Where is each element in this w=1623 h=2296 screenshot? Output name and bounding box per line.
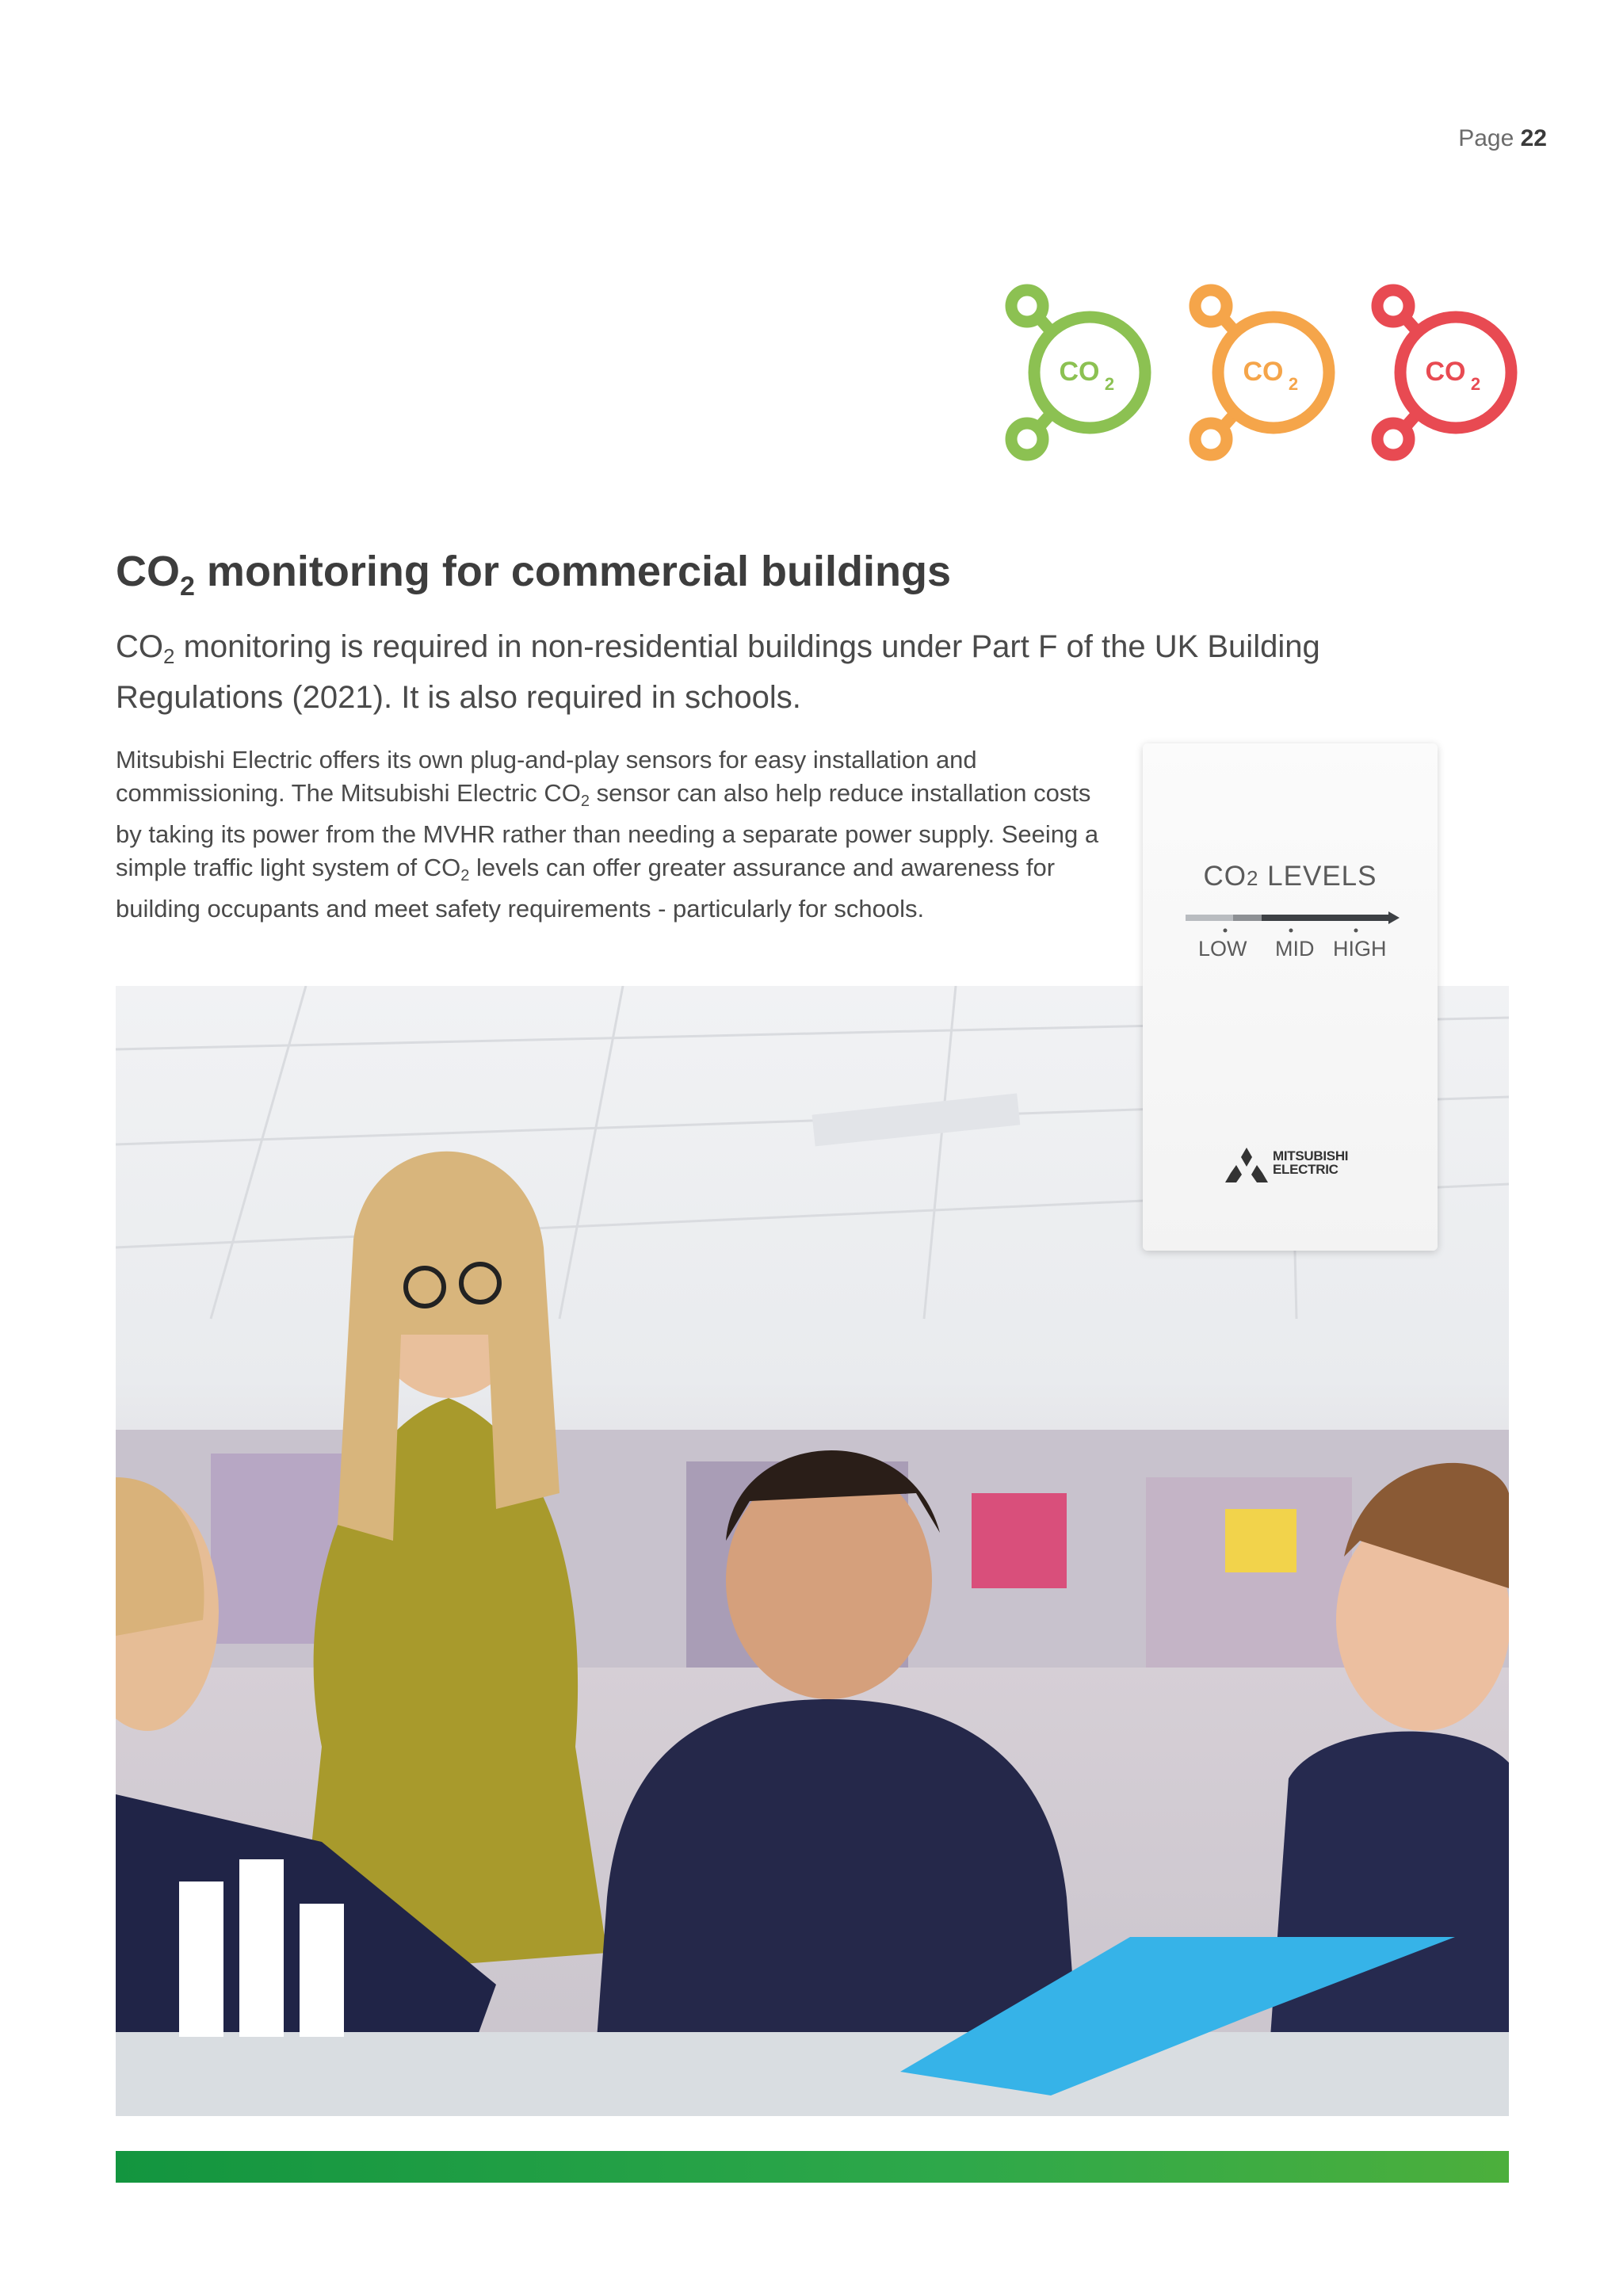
body-part1: Mitsubishi Electric offers its own plug-and-play sensors for easy installation and commissioning. The Mitsubishi Electric CO: [116, 746, 977, 807]
mitsubishi-logo: [1225, 1148, 1368, 1187]
co2-molecule-green-icon: [999, 277, 1157, 468]
body-paragraph: [116, 743, 1122, 926]
page-number: [1458, 125, 1547, 152]
intro-co: CO: [116, 629, 163, 664]
mitsubishi-wordmark: [1273, 1149, 1348, 1176]
body-part3: levels can offer greater assurance and awareness for building occupants and meet safety requirements - particularly for schools.: [116, 853, 1056, 923]
heading-rest: monitoring for commercial buildings: [194, 548, 951, 595]
footer-green-band: [116, 2151, 1509, 2183]
three-diamonds-icon: [1225, 1148, 1268, 1184]
sensor-low-label: LOW: [1198, 937, 1247, 961]
co2-molecule-orange-icon: [1182, 277, 1341, 468]
co2-red-sub: 2: [1470, 374, 1481, 394]
page-label: Page: [1458, 125, 1514, 151]
co2-icon-group: [999, 277, 1522, 468]
heading-co: CO: [116, 548, 180, 595]
intro-paragraph: [116, 626, 1384, 718]
co2-sensor-device: [1143, 743, 1438, 1251]
body-sub1: 2: [580, 792, 590, 810]
sensor-high-label: HIGH: [1333, 937, 1387, 961]
co2-red-label: CO: [1425, 357, 1466, 387]
co2-orange-label: CO: [1243, 357, 1284, 387]
sensor-level-bar: [1186, 908, 1400, 940]
heading-sub: 2: [180, 571, 195, 602]
intro-rest: monitoring is required in non-residential buildings under Part F of the UK Building Regulations (2021). It is also required in schools.: [116, 629, 1320, 715]
sensor-title-rest: LEVELS: [1258, 861, 1377, 892]
body-sub2: 2: [460, 866, 470, 884]
co2-green-sub: 2: [1104, 374, 1115, 394]
brand-line2: ELECTRIC: [1273, 1162, 1338, 1177]
intro-sub: 2: [163, 644, 175, 668]
co2-green-label: CO: [1059, 357, 1100, 387]
sensor-title-sub: 2: [1246, 866, 1259, 890]
co2-orange-sub: 2: [1288, 374, 1299, 394]
sensor-title-co: CO: [1203, 861, 1247, 892]
sensor-mid-label: MID: [1275, 937, 1315, 961]
brand-line1: MITSUBISHI: [1273, 1148, 1349, 1163]
page-number-value: 22: [1520, 125, 1547, 151]
section-heading: [116, 547, 951, 602]
body-part2: sensor can also help reduce installation costs by taking its power from the MVHR rather than needing a separate power supply. Seeing a simple traffic light system of CO: [116, 778, 1099, 881]
sensor-title: [1143, 861, 1438, 892]
co2-molecule-red-icon: [1365, 277, 1523, 468]
